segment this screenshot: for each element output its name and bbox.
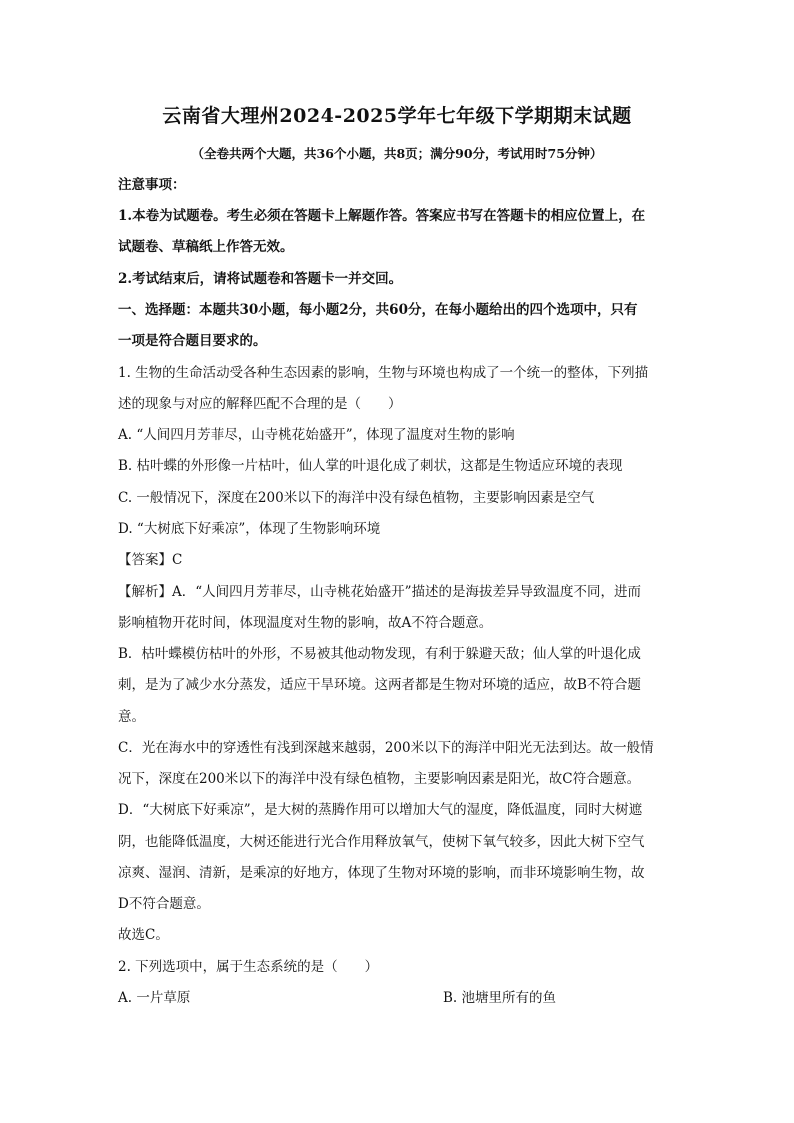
question-1-option-b: B. 枯叶蝶的外形像一片枯叶，仙人掌的叶退化成了刺状，这都是生物适应环境的表现	[118, 458, 623, 474]
exam-info: （全卷共两个大题，共36个小题，共8页；满分90分，考试用时75分钟）	[191, 146, 603, 161]
analysis-line: D．“大树底下好乘凉”，是大树的蒸腾作用可以增加大气的湿度，降低温度，同时大树遮	[118, 802, 643, 818]
notice-item-1-cont: 试题卷、草稿纸上作答无效。	[118, 239, 294, 255]
analysis-line: C．光在海水中的穿透性有浅到深越来越弱，200米以下的海洋中阳光无法到达。故一般情	[118, 740, 654, 756]
question-2-option-a: A. 一片草原	[118, 990, 191, 1006]
question-2-stem: 2. 下列选项中，属于生态系统的是（ ）	[118, 959, 379, 975]
question-1-stem: 1. 生物的生命活动受各种生态因素的影响，生物与环境也构成了一个统一的整体，下列描	[118, 365, 649, 381]
question-1-option-a: A. “人间四月芳菲尽，山寺桃花始盛开”，体现了温度对生物的影响	[118, 427, 515, 443]
analysis-line: 刺，是为了减少水分蒸发，适应干旱环境。这两者都是生物对环境的适应，故B不符合题	[118, 677, 641, 693]
analysis-line: 阴，也能降低温度，大树还能进行光合作用释放氧气，使树下氧气较多，因此大树下空气	[118, 834, 645, 850]
analysis-line: 况下，深度在200米以下的海洋中没有绿色植物，主要影响因素是阳光，故C符合题意。	[118, 771, 641, 787]
notice-item-1: 1.本卷为试题卷。考生必须在答题卡上解题作答。答案应书写在答题卡的相应位置上，在	[118, 208, 646, 224]
notice-item-2: 2.考试结束后，请将试题卷和答题卡一并交回。	[118, 271, 403, 287]
analysis-line: D不符合题意。	[118, 896, 210, 912]
analysis-line: B．枯叶蝶模仿枯叶的外形，不易被其他动物发现，有利于躲避天敌；仙人掌的叶退化成	[118, 646, 641, 662]
page-title: 云南省大理州2024-2025学年七年级下学期期末试题	[162, 105, 632, 127]
analysis-line: 【解析】A．“人间四月芳菲尽，山寺桃花始盛开”描述的是海拔差异导致温度不同，进而	[118, 584, 642, 600]
analysis-line: 凉爽、湿润、清新，是乘凉的好地方，体现了生物对环境的影响，而非环境影响生物，故	[118, 865, 645, 881]
section-heading-cont: 一项是符合题目要求的。	[118, 333, 267, 349]
question-1-option-c: C. 一般情况下，深度在200米以下的海洋中没有绿色植物，主要影响因素是空气	[118, 490, 595, 506]
analysis-line: 意。	[118, 709, 145, 725]
analysis-conclusion: 故选C。	[118, 927, 169, 943]
section-heading: 一、选择题：本题共30小题，每小题2分，共60分，在每小题给出的四个选项中，只有	[118, 302, 638, 318]
question-1-stem-cont: 述的现象与对应的解释匹配不合理的是（ ）	[118, 396, 402, 412]
analysis-line: 影响植物开花时间，体现温度对生物的影响，故A不符合题意。	[118, 615, 493, 631]
notice-heading: 注意事项：	[118, 177, 186, 193]
question-1-option-d: D. “大树底下好乘凉”，体现了生物影响环境	[118, 521, 381, 537]
question-2-option-b: B. 池塘里所有的鱼	[443, 990, 557, 1006]
question-1-answer: 【答案】C	[118, 552, 183, 568]
